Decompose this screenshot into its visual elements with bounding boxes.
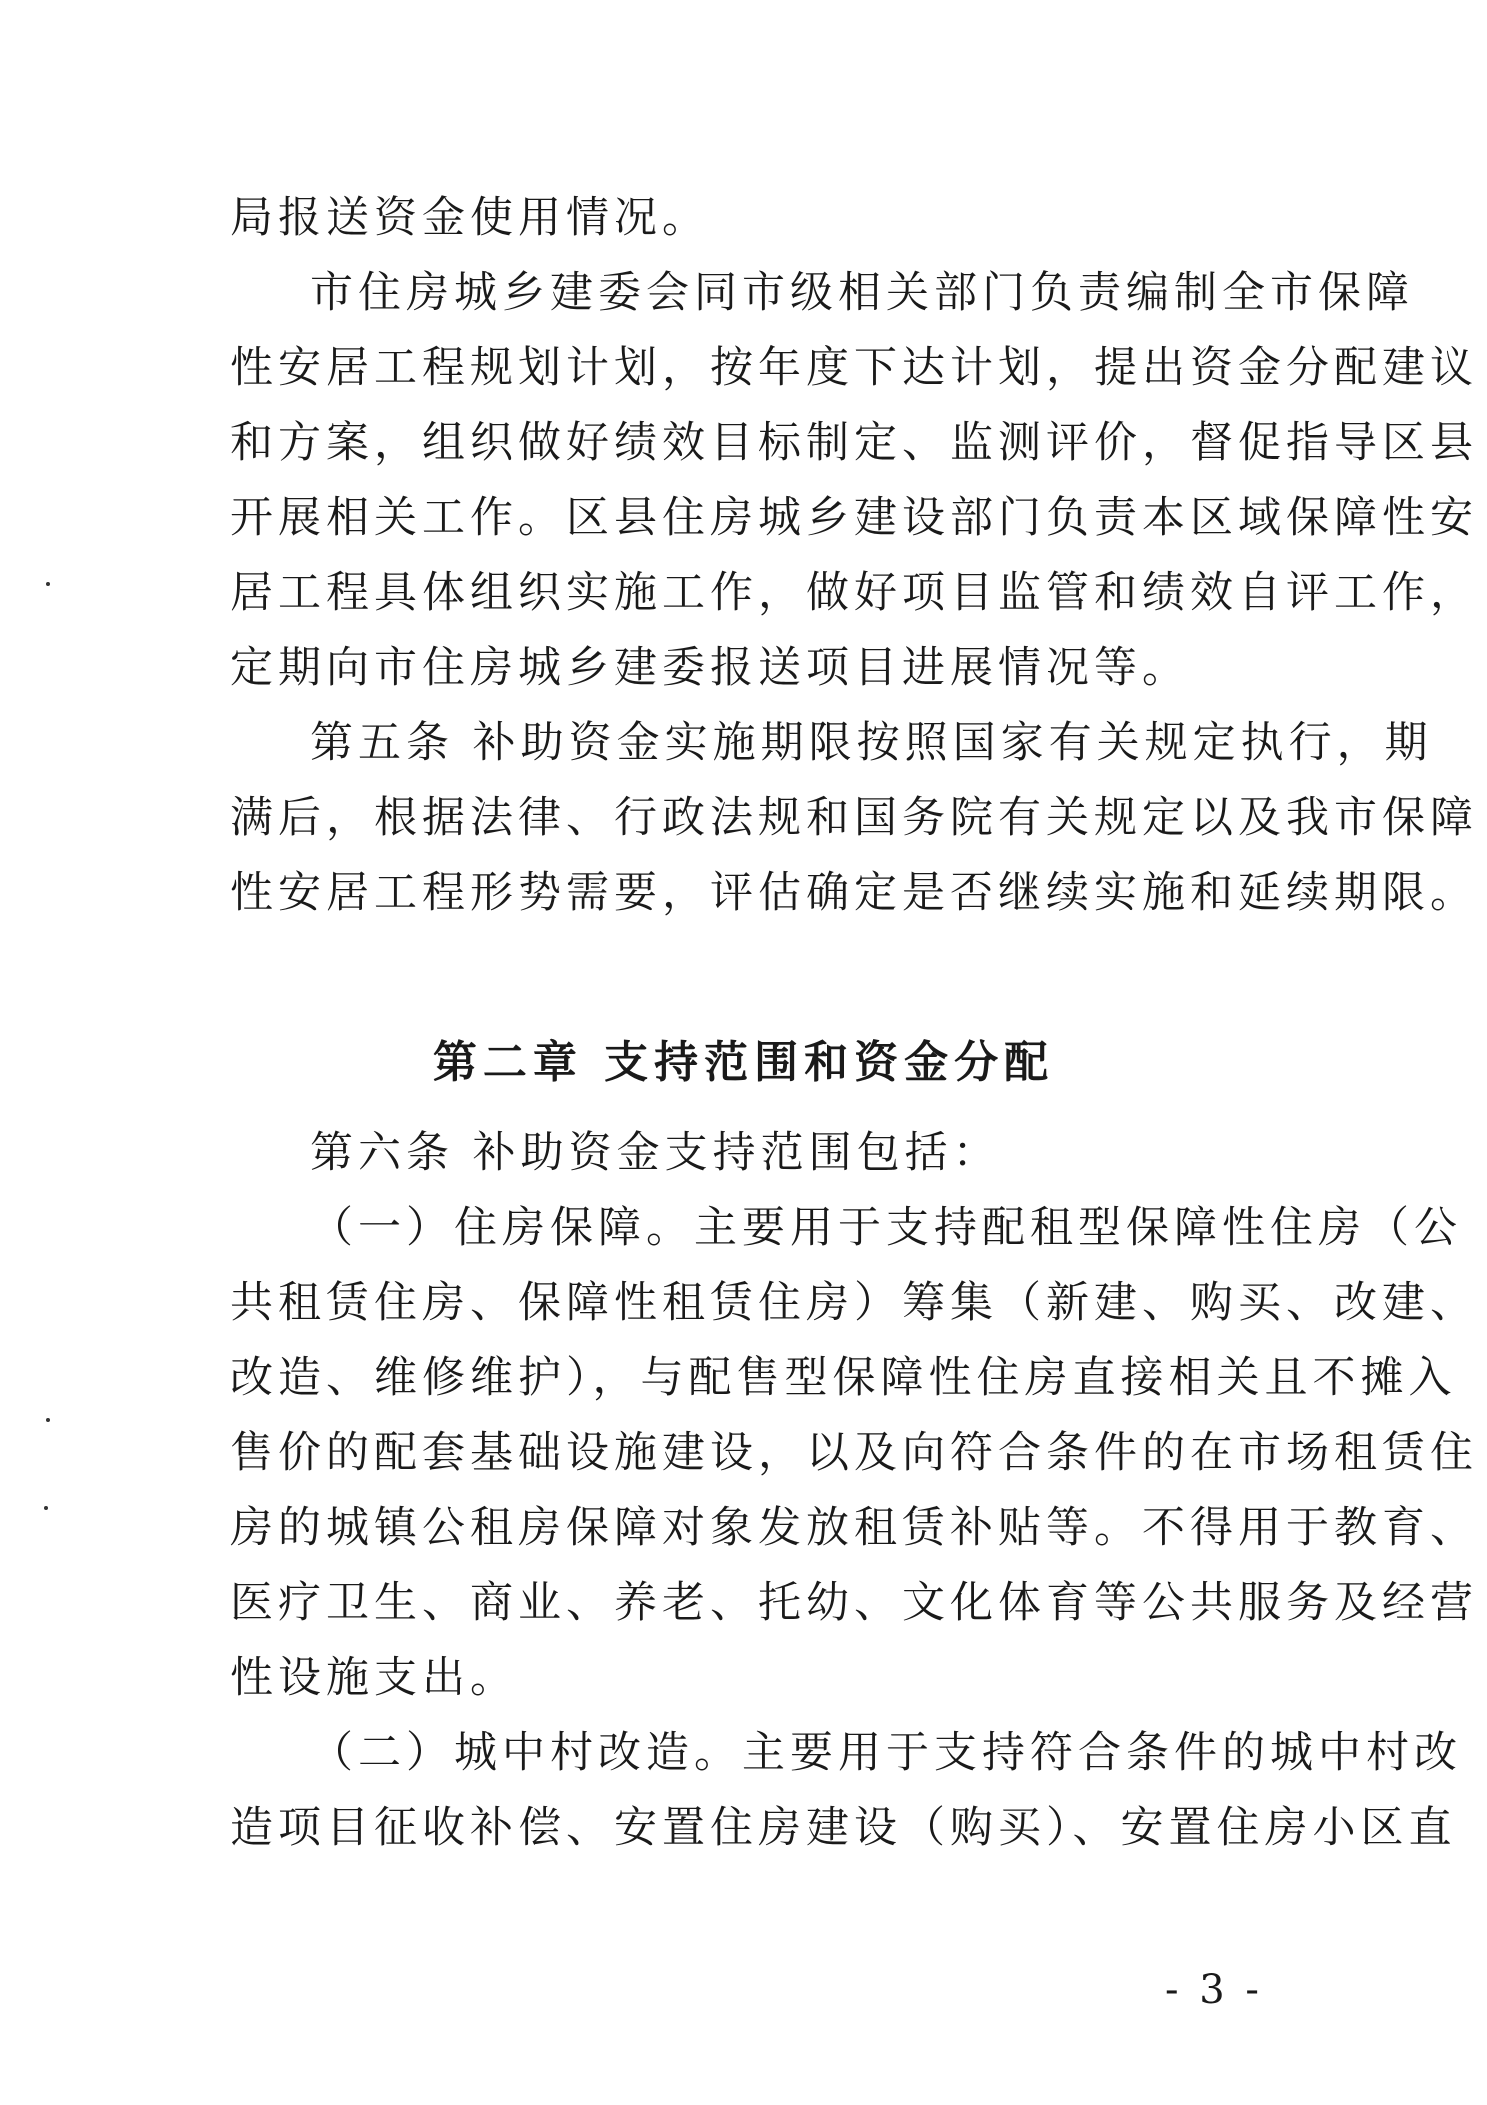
paragraph-line: 第五条 补助资金实施期限按照国家有关规定执行，期 xyxy=(310,718,1433,768)
paragraph-line: 居工程具体组织实施工作，做好项目监管和绩效自评工作， xyxy=(230,568,1478,618)
paragraph-line: 定期向市住房城乡建委报送项目进展情况等。 xyxy=(230,643,1190,693)
scan-speck xyxy=(46,1418,50,1422)
paragraph-line: 售价的配套基础设施建设，以及向符合条件的在市场租赁住 xyxy=(230,1428,1478,1478)
paragraph-line: 医疗卫生、商业、养老、托幼、文化体育等公共服务及经营 xyxy=(230,1578,1478,1628)
paragraph-line: 共租赁住房、保障性租赁住房）筹集（新建、购买、改建、 xyxy=(230,1278,1478,1328)
paragraph-line: 市住房城乡建委会同市级相关部门负责编制全市保障 xyxy=(310,268,1414,318)
scan-speck xyxy=(44,1506,48,1510)
paragraph-line: 和方案，组织做好绩效目标制定、监测评价，督促指导区县 xyxy=(230,418,1478,468)
paragraph-line: 性安居工程规划计划，按年度下达计划，提出资金分配建议 xyxy=(230,343,1478,393)
chapter-heading: 第二章 支持范围和资金分配 xyxy=(432,1037,1055,1088)
paragraph-line: 第六条 补助资金支持范围包括： xyxy=(310,1128,1001,1178)
paragraph-line: 满后，根据法律、行政法规和国务院有关规定以及我市保障 xyxy=(230,793,1478,843)
paragraph-line: 改造、维修维护），与配售型保障性住房直接相关且不摊入 xyxy=(230,1353,1457,1403)
paragraph-line: （二）城中村改造。主要用于支持符合条件的城中村改 xyxy=(310,1728,1462,1778)
paragraph-line: 造项目征收补偿、安置住房建设（购买）、安置住房小区直 xyxy=(230,1803,1457,1853)
page-number: - 3 - xyxy=(1165,1967,1263,2013)
paragraph-line: （一）住房保障。主要用于支持配租型保障性住房（公 xyxy=(310,1203,1462,1253)
paragraph-line: 性设施支出。 xyxy=(230,1653,518,1703)
paragraph-line: 房的城镇公租房保障对象发放租赁补贴等。不得用于教育、 xyxy=(230,1503,1478,1553)
paragraph-line: 开展相关工作。区县住房城乡建设部门负责本区域保障性安 xyxy=(230,493,1478,543)
scan-speck xyxy=(46,582,50,586)
paragraph-line: 性安居工程形势需要，评估确定是否继续实施和延续期限。 xyxy=(230,868,1478,918)
paragraph-line: 局报送资金使用情况。 xyxy=(230,193,710,243)
